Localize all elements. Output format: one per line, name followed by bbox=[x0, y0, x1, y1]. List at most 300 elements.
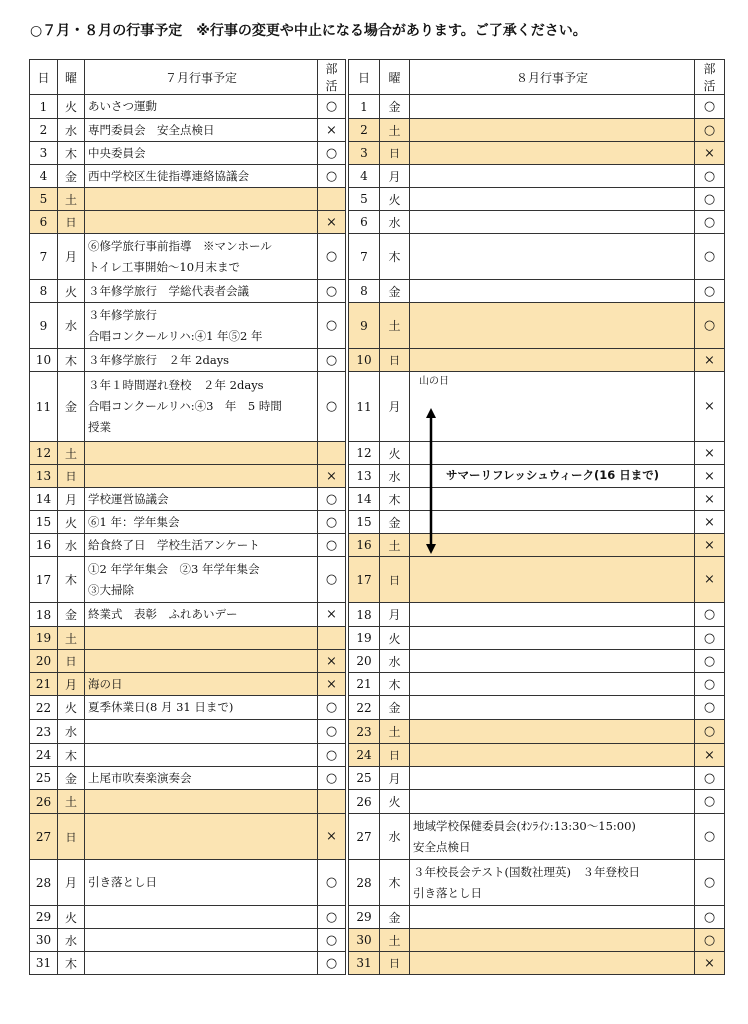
july-club-header: 部活 bbox=[318, 60, 346, 95]
day-of-week: 木 bbox=[380, 488, 410, 511]
club-activity-mark: ○ bbox=[318, 696, 346, 720]
summer-refresh-week-label: サマーリフレッシュウィーク(16 日まで) bbox=[446, 468, 660, 482]
day-number: 21 bbox=[30, 673, 58, 696]
august-row bbox=[349, 442, 725, 465]
event-cell bbox=[410, 790, 695, 814]
event-cell bbox=[410, 211, 695, 234]
day-of-week: 土 bbox=[380, 119, 410, 142]
day-number: 27 bbox=[349, 814, 380, 860]
day-number: 29 bbox=[349, 906, 380, 929]
day-number: 25 bbox=[30, 767, 58, 790]
club-activity-mark: ○ bbox=[318, 767, 346, 790]
event-cell bbox=[85, 744, 318, 767]
july-row bbox=[30, 511, 346, 534]
day-of-week: 水 bbox=[58, 929, 85, 952]
event-text: ③大掃除 bbox=[88, 582, 134, 597]
august-row bbox=[349, 814, 725, 860]
event-cell bbox=[410, 234, 695, 280]
event-text: ３年修学旅行 ２年 2days bbox=[88, 352, 230, 367]
august-row bbox=[349, 603, 725, 627]
club-activity-mark: × bbox=[318, 603, 346, 627]
club-activity-mark: × bbox=[695, 442, 725, 465]
day-of-week: 火 bbox=[58, 95, 85, 119]
july-row bbox=[30, 557, 346, 603]
club-activity-mark: ○ bbox=[318, 349, 346, 372]
event-text: 中央委員会 bbox=[88, 145, 146, 160]
event-text: 合唱コンクールリハ:④3 年 5 時間 bbox=[88, 399, 282, 413]
event-text: 合唱コンクールリハ:④1 年⑤2 年 bbox=[88, 328, 263, 343]
event-cell bbox=[410, 929, 695, 952]
club-activity-mark: × bbox=[318, 814, 346, 860]
july-row bbox=[30, 952, 346, 975]
event-cell bbox=[410, 165, 695, 188]
august-row bbox=[349, 372, 725, 442]
event-cell bbox=[85, 211, 318, 234]
event-cell bbox=[410, 627, 695, 650]
event-cell bbox=[85, 234, 318, 280]
day-of-week: 月 bbox=[58, 488, 85, 511]
august-row bbox=[349, 767, 725, 790]
club-activity-mark: ○ bbox=[318, 557, 346, 603]
day-number: 22 bbox=[349, 696, 380, 720]
august-club-header: 部活 bbox=[695, 60, 725, 95]
july-row bbox=[30, 906, 346, 929]
club-activity-mark: ○ bbox=[695, 650, 725, 673]
july-row bbox=[30, 234, 346, 280]
club-activity-mark: ○ bbox=[318, 372, 346, 442]
club-activity-mark: ○ bbox=[695, 627, 725, 650]
club-activity-mark: ○ bbox=[695, 280, 725, 303]
august-row bbox=[349, 488, 725, 511]
day-of-week: 火 bbox=[380, 790, 410, 814]
august-dow-header: 曜 bbox=[380, 60, 410, 95]
event-text: 安全点検日 bbox=[413, 839, 471, 854]
day-number: 30 bbox=[349, 929, 380, 952]
august-day-header: 日 bbox=[349, 60, 380, 95]
day-of-week: 月 bbox=[58, 234, 85, 280]
event-cell bbox=[410, 814, 695, 860]
august-row bbox=[349, 557, 725, 603]
day-of-week: 木 bbox=[58, 349, 85, 372]
event-cell bbox=[410, 650, 695, 673]
event-cell bbox=[410, 349, 695, 372]
august-row bbox=[349, 142, 725, 165]
day-of-week: 木 bbox=[380, 860, 410, 906]
july-row bbox=[30, 188, 346, 211]
july-events-header: ７月行事予定 bbox=[85, 60, 318, 95]
day-of-week: 水 bbox=[58, 303, 85, 349]
day-of-week: 金 bbox=[58, 165, 85, 188]
day-of-week: 日 bbox=[58, 650, 85, 673]
club-activity-mark: ○ bbox=[695, 814, 725, 860]
day-number: 22 bbox=[30, 696, 58, 720]
event-cell bbox=[410, 488, 695, 511]
event-text: 地域学校保健委員会(ｵﾝﾗｲﾝ:13:30～15:00) bbox=[413, 818, 636, 833]
event-text: 授業 bbox=[88, 420, 111, 434]
august-row bbox=[349, 952, 725, 975]
day-number: 9 bbox=[349, 303, 380, 349]
july-row bbox=[30, 95, 346, 119]
event-text: ⑥1 年：学年集会 bbox=[88, 514, 180, 529]
club-activity-mark: ○ bbox=[318, 720, 346, 744]
august-row bbox=[349, 906, 725, 929]
day-number: 21 bbox=[349, 673, 380, 696]
club-activity-mark: × bbox=[695, 534, 725, 557]
event-cell bbox=[85, 488, 318, 511]
event-cell bbox=[410, 744, 695, 767]
day-number: 9 bbox=[30, 303, 58, 349]
july-row bbox=[30, 720, 346, 744]
day-number: 18 bbox=[30, 603, 58, 627]
day-of-week: 土 bbox=[380, 720, 410, 744]
club-activity-mark: ○ bbox=[695, 211, 725, 234]
club-activity-mark: × bbox=[695, 372, 725, 442]
july-row bbox=[30, 442, 346, 465]
club-activity-mark: × bbox=[318, 119, 346, 142]
club-activity-mark: × bbox=[695, 511, 725, 534]
day-of-week: 金 bbox=[380, 696, 410, 720]
club-activity-mark: ○ bbox=[695, 696, 725, 720]
day-of-week: 木 bbox=[58, 952, 85, 975]
day-number: 26 bbox=[30, 790, 58, 814]
event-cell bbox=[85, 860, 318, 906]
event-cell bbox=[410, 303, 695, 349]
event-text: ３年修学旅行 学総代表者会議 bbox=[88, 283, 249, 298]
day-number: 18 bbox=[349, 603, 380, 627]
day-of-week: 火 bbox=[58, 696, 85, 720]
event-cell bbox=[410, 280, 695, 303]
day-number: 3 bbox=[30, 142, 58, 165]
day-of-week: 日 bbox=[380, 952, 410, 975]
day-of-week: 金 bbox=[58, 372, 85, 442]
event-text: 上尾市吹奏楽演奏会 bbox=[88, 770, 192, 785]
club-activity-mark: ○ bbox=[318, 511, 346, 534]
day-number: 17 bbox=[30, 557, 58, 603]
event-cell bbox=[85, 442, 318, 465]
event-cell bbox=[85, 372, 318, 442]
event-cell bbox=[410, 511, 695, 534]
day-of-week: 水 bbox=[58, 720, 85, 744]
event-cell bbox=[410, 720, 695, 744]
day-of-week: 水 bbox=[58, 534, 85, 557]
event-cell bbox=[85, 465, 318, 488]
event-text: トイレ工事開始～10月末まで bbox=[88, 259, 241, 274]
day-number: 13 bbox=[349, 465, 380, 488]
club-activity-mark: × bbox=[695, 465, 725, 488]
day-number: 27 bbox=[30, 814, 58, 860]
event-cell bbox=[85, 929, 318, 952]
july-day-header: 日 bbox=[30, 60, 58, 95]
august-row bbox=[349, 534, 725, 557]
club-activity-mark: ○ bbox=[318, 744, 346, 767]
day-number: 4 bbox=[30, 165, 58, 188]
event-text: 夏季休業日(8 月 31 日まで) bbox=[88, 700, 234, 714]
july-row bbox=[30, 465, 346, 488]
club-activity-mark: ○ bbox=[318, 280, 346, 303]
august-row bbox=[349, 860, 725, 906]
day-of-week: 月 bbox=[58, 673, 85, 696]
day-of-week: 月 bbox=[380, 165, 410, 188]
club-activity-mark: ○ bbox=[318, 488, 346, 511]
day-number: 3 bbox=[349, 142, 380, 165]
day-of-week: 金 bbox=[380, 280, 410, 303]
august-row bbox=[349, 673, 725, 696]
day-of-week: 火 bbox=[380, 627, 410, 650]
day-of-week: 金 bbox=[58, 603, 85, 627]
club-activity-mark: × bbox=[695, 488, 725, 511]
day-of-week: 土 bbox=[58, 790, 85, 814]
july-row bbox=[30, 627, 346, 650]
double-arrow-icon bbox=[426, 408, 436, 554]
day-number: 24 bbox=[349, 744, 380, 767]
august-row bbox=[349, 234, 725, 280]
event-cell bbox=[85, 557, 318, 603]
event-cell bbox=[85, 165, 318, 188]
event-text: ①2 年学年集会 ②3 年学年集会 bbox=[88, 561, 260, 576]
event-cell bbox=[85, 142, 318, 165]
event-cell bbox=[85, 790, 318, 814]
club-activity-mark: ○ bbox=[318, 234, 346, 280]
day-number: 16 bbox=[30, 534, 58, 557]
day-of-week: 火 bbox=[58, 280, 85, 303]
august-row bbox=[349, 929, 725, 952]
day-number: 8 bbox=[30, 280, 58, 303]
event-cell bbox=[85, 280, 318, 303]
day-of-week: 土 bbox=[380, 303, 410, 349]
day-number: 6 bbox=[349, 211, 380, 234]
july-row bbox=[30, 372, 346, 442]
event-cell bbox=[85, 603, 318, 627]
july-row bbox=[30, 814, 346, 860]
event-cell bbox=[85, 119, 318, 142]
day-number: 13 bbox=[30, 465, 58, 488]
club-activity-mark: ○ bbox=[318, 303, 346, 349]
event-text: あいさつ運動 bbox=[88, 99, 157, 113]
event-text: 引き落とし日 bbox=[88, 875, 157, 889]
july-row bbox=[30, 303, 346, 349]
august-row bbox=[349, 744, 725, 767]
august-row bbox=[349, 650, 725, 673]
day-number: 1 bbox=[30, 95, 58, 119]
august-schedule-table bbox=[348, 59, 725, 975]
day-number: 25 bbox=[349, 767, 380, 790]
day-number: 15 bbox=[349, 511, 380, 534]
club-activity-mark bbox=[318, 790, 346, 814]
event-cell bbox=[410, 188, 695, 211]
july-row bbox=[30, 929, 346, 952]
august-row bbox=[349, 511, 725, 534]
event-cell bbox=[85, 767, 318, 790]
club-activity-mark: × bbox=[695, 557, 725, 603]
august-row bbox=[349, 280, 725, 303]
club-activity-mark: × bbox=[695, 142, 725, 165]
club-activity-mark: ○ bbox=[695, 673, 725, 696]
event-text: ３年校長会テスト(国数社理英) ３年登校日 bbox=[413, 864, 641, 879]
club-activity-mark: ○ bbox=[695, 234, 725, 280]
club-activity-mark bbox=[318, 442, 346, 465]
event-cell bbox=[85, 673, 318, 696]
august-events-header: ８月行事予定 bbox=[410, 60, 695, 95]
event-text: 専門委員会 安全点検日 bbox=[88, 122, 215, 137]
club-activity-mark: ○ bbox=[695, 603, 725, 627]
day-number: 23 bbox=[349, 720, 380, 744]
day-number: 11 bbox=[349, 372, 380, 442]
day-of-week: 火 bbox=[380, 188, 410, 211]
july-row bbox=[30, 696, 346, 720]
day-of-week: 金 bbox=[58, 767, 85, 790]
club-activity-mark: ○ bbox=[318, 929, 346, 952]
event-text: 西中学校区生徒指導連絡協議会 bbox=[88, 168, 249, 183]
day-number: 31 bbox=[30, 952, 58, 975]
day-number: 7 bbox=[30, 234, 58, 280]
day-number: 16 bbox=[349, 534, 380, 557]
july-row bbox=[30, 534, 346, 557]
august-row bbox=[349, 349, 725, 372]
event-text: 引き落とし日 bbox=[413, 885, 482, 900]
event-cell bbox=[410, 442, 695, 465]
club-activity-mark: ○ bbox=[695, 860, 725, 906]
august-row bbox=[349, 211, 725, 234]
july-row bbox=[30, 767, 346, 790]
day-number: 1 bbox=[349, 95, 380, 119]
day-number: 4 bbox=[349, 165, 380, 188]
day-of-week: 水 bbox=[58, 119, 85, 142]
day-of-week: 日 bbox=[58, 814, 85, 860]
july-row bbox=[30, 603, 346, 627]
july-row bbox=[30, 790, 346, 814]
day-number: 17 bbox=[349, 557, 380, 603]
day-number: 26 bbox=[349, 790, 380, 814]
club-activity-mark: × bbox=[318, 211, 346, 234]
august-row bbox=[349, 165, 725, 188]
day-number: 30 bbox=[30, 929, 58, 952]
event-cell bbox=[85, 720, 318, 744]
day-number: 24 bbox=[30, 744, 58, 767]
july-row bbox=[30, 650, 346, 673]
day-of-week: 月 bbox=[380, 603, 410, 627]
event-text: 学校運営協議会 bbox=[88, 491, 169, 506]
day-number: 15 bbox=[30, 511, 58, 534]
event-cell bbox=[85, 906, 318, 929]
event-cell bbox=[410, 696, 695, 720]
event-cell bbox=[410, 673, 695, 696]
event-text: 給食終了日 学校生活アンケート bbox=[88, 537, 260, 552]
day-of-week: 日 bbox=[58, 465, 85, 488]
july-row bbox=[30, 165, 346, 188]
day-number: 28 bbox=[349, 860, 380, 906]
event-cell bbox=[410, 119, 695, 142]
event-cell bbox=[85, 627, 318, 650]
day-of-week: 火 bbox=[58, 906, 85, 929]
club-activity-mark: ○ bbox=[695, 119, 725, 142]
day-of-week: 水 bbox=[380, 211, 410, 234]
july-dow-header: 曜 bbox=[58, 60, 85, 95]
july-row bbox=[30, 673, 346, 696]
day-number: 10 bbox=[30, 349, 58, 372]
club-activity-mark: ○ bbox=[318, 165, 346, 188]
day-of-week: 土 bbox=[380, 929, 410, 952]
day-number: 31 bbox=[349, 952, 380, 975]
club-activity-mark: × bbox=[695, 744, 725, 767]
day-of-week: 金 bbox=[380, 95, 410, 119]
event-cell bbox=[410, 860, 695, 906]
event-cell bbox=[410, 906, 695, 929]
day-number: 6 bbox=[30, 211, 58, 234]
page-title: ○７月・８月の行事予定 ※行事の変更や中止になる場合があります。ご了承ください。 bbox=[30, 23, 587, 39]
day-of-week: 日 bbox=[380, 557, 410, 603]
club-activity-mark: ○ bbox=[695, 929, 725, 952]
day-number: 19 bbox=[349, 627, 380, 650]
club-activity-mark: ○ bbox=[695, 767, 725, 790]
july-row bbox=[30, 280, 346, 303]
day-of-week: 日 bbox=[380, 142, 410, 165]
event-text: 海の日 bbox=[88, 676, 123, 691]
day-of-week: 日 bbox=[58, 211, 85, 234]
club-activity-mark: ○ bbox=[318, 142, 346, 165]
day-of-week: 土 bbox=[58, 188, 85, 211]
day-number: 20 bbox=[30, 650, 58, 673]
club-activity-mark bbox=[318, 188, 346, 211]
club-activity-mark: ○ bbox=[318, 860, 346, 906]
club-activity-mark: ○ bbox=[695, 95, 725, 119]
day-of-week: 金 bbox=[380, 906, 410, 929]
event-cell bbox=[410, 557, 695, 603]
day-of-week: 土 bbox=[380, 534, 410, 557]
day-of-week: 木 bbox=[58, 744, 85, 767]
august-row bbox=[349, 188, 725, 211]
july-header-row bbox=[30, 60, 346, 95]
event-cell bbox=[85, 952, 318, 975]
day-of-week: 月 bbox=[380, 372, 410, 442]
club-activity-mark: ○ bbox=[318, 906, 346, 929]
day-number: 14 bbox=[30, 488, 58, 511]
day-of-week: 水 bbox=[380, 814, 410, 860]
club-activity-mark: ○ bbox=[695, 165, 725, 188]
july-row bbox=[30, 860, 346, 906]
day-number: 11 bbox=[30, 372, 58, 442]
july-row bbox=[30, 142, 346, 165]
day-number: 23 bbox=[30, 720, 58, 744]
august-row bbox=[349, 720, 725, 744]
august-row bbox=[349, 119, 725, 142]
day-of-week: 月 bbox=[58, 860, 85, 906]
day-number: 5 bbox=[30, 188, 58, 211]
event-text: 終業式 表彰 ふれあいデー bbox=[88, 607, 238, 621]
event-cell bbox=[85, 303, 318, 349]
day-of-week: 日 bbox=[380, 744, 410, 767]
july-row bbox=[30, 349, 346, 372]
event-cell bbox=[85, 511, 318, 534]
day-number: 7 bbox=[349, 234, 380, 280]
day-of-week: 水 bbox=[380, 465, 410, 488]
july-schedule-table bbox=[29, 59, 346, 975]
event-cell bbox=[85, 696, 318, 720]
club-activity-mark: ○ bbox=[695, 303, 725, 349]
club-activity-mark: × bbox=[318, 673, 346, 696]
event-cell bbox=[85, 95, 318, 119]
july-row bbox=[30, 744, 346, 767]
event-text: ３年修学旅行 bbox=[88, 307, 157, 322]
club-activity-mark: × bbox=[695, 349, 725, 372]
day-of-week: 木 bbox=[380, 673, 410, 696]
day-number: 10 bbox=[349, 349, 380, 372]
day-of-week: 木 bbox=[380, 234, 410, 280]
event-cell bbox=[410, 767, 695, 790]
july-row bbox=[30, 211, 346, 234]
august-row bbox=[349, 95, 725, 119]
club-activity-mark: ○ bbox=[318, 952, 346, 975]
day-number: 20 bbox=[349, 650, 380, 673]
